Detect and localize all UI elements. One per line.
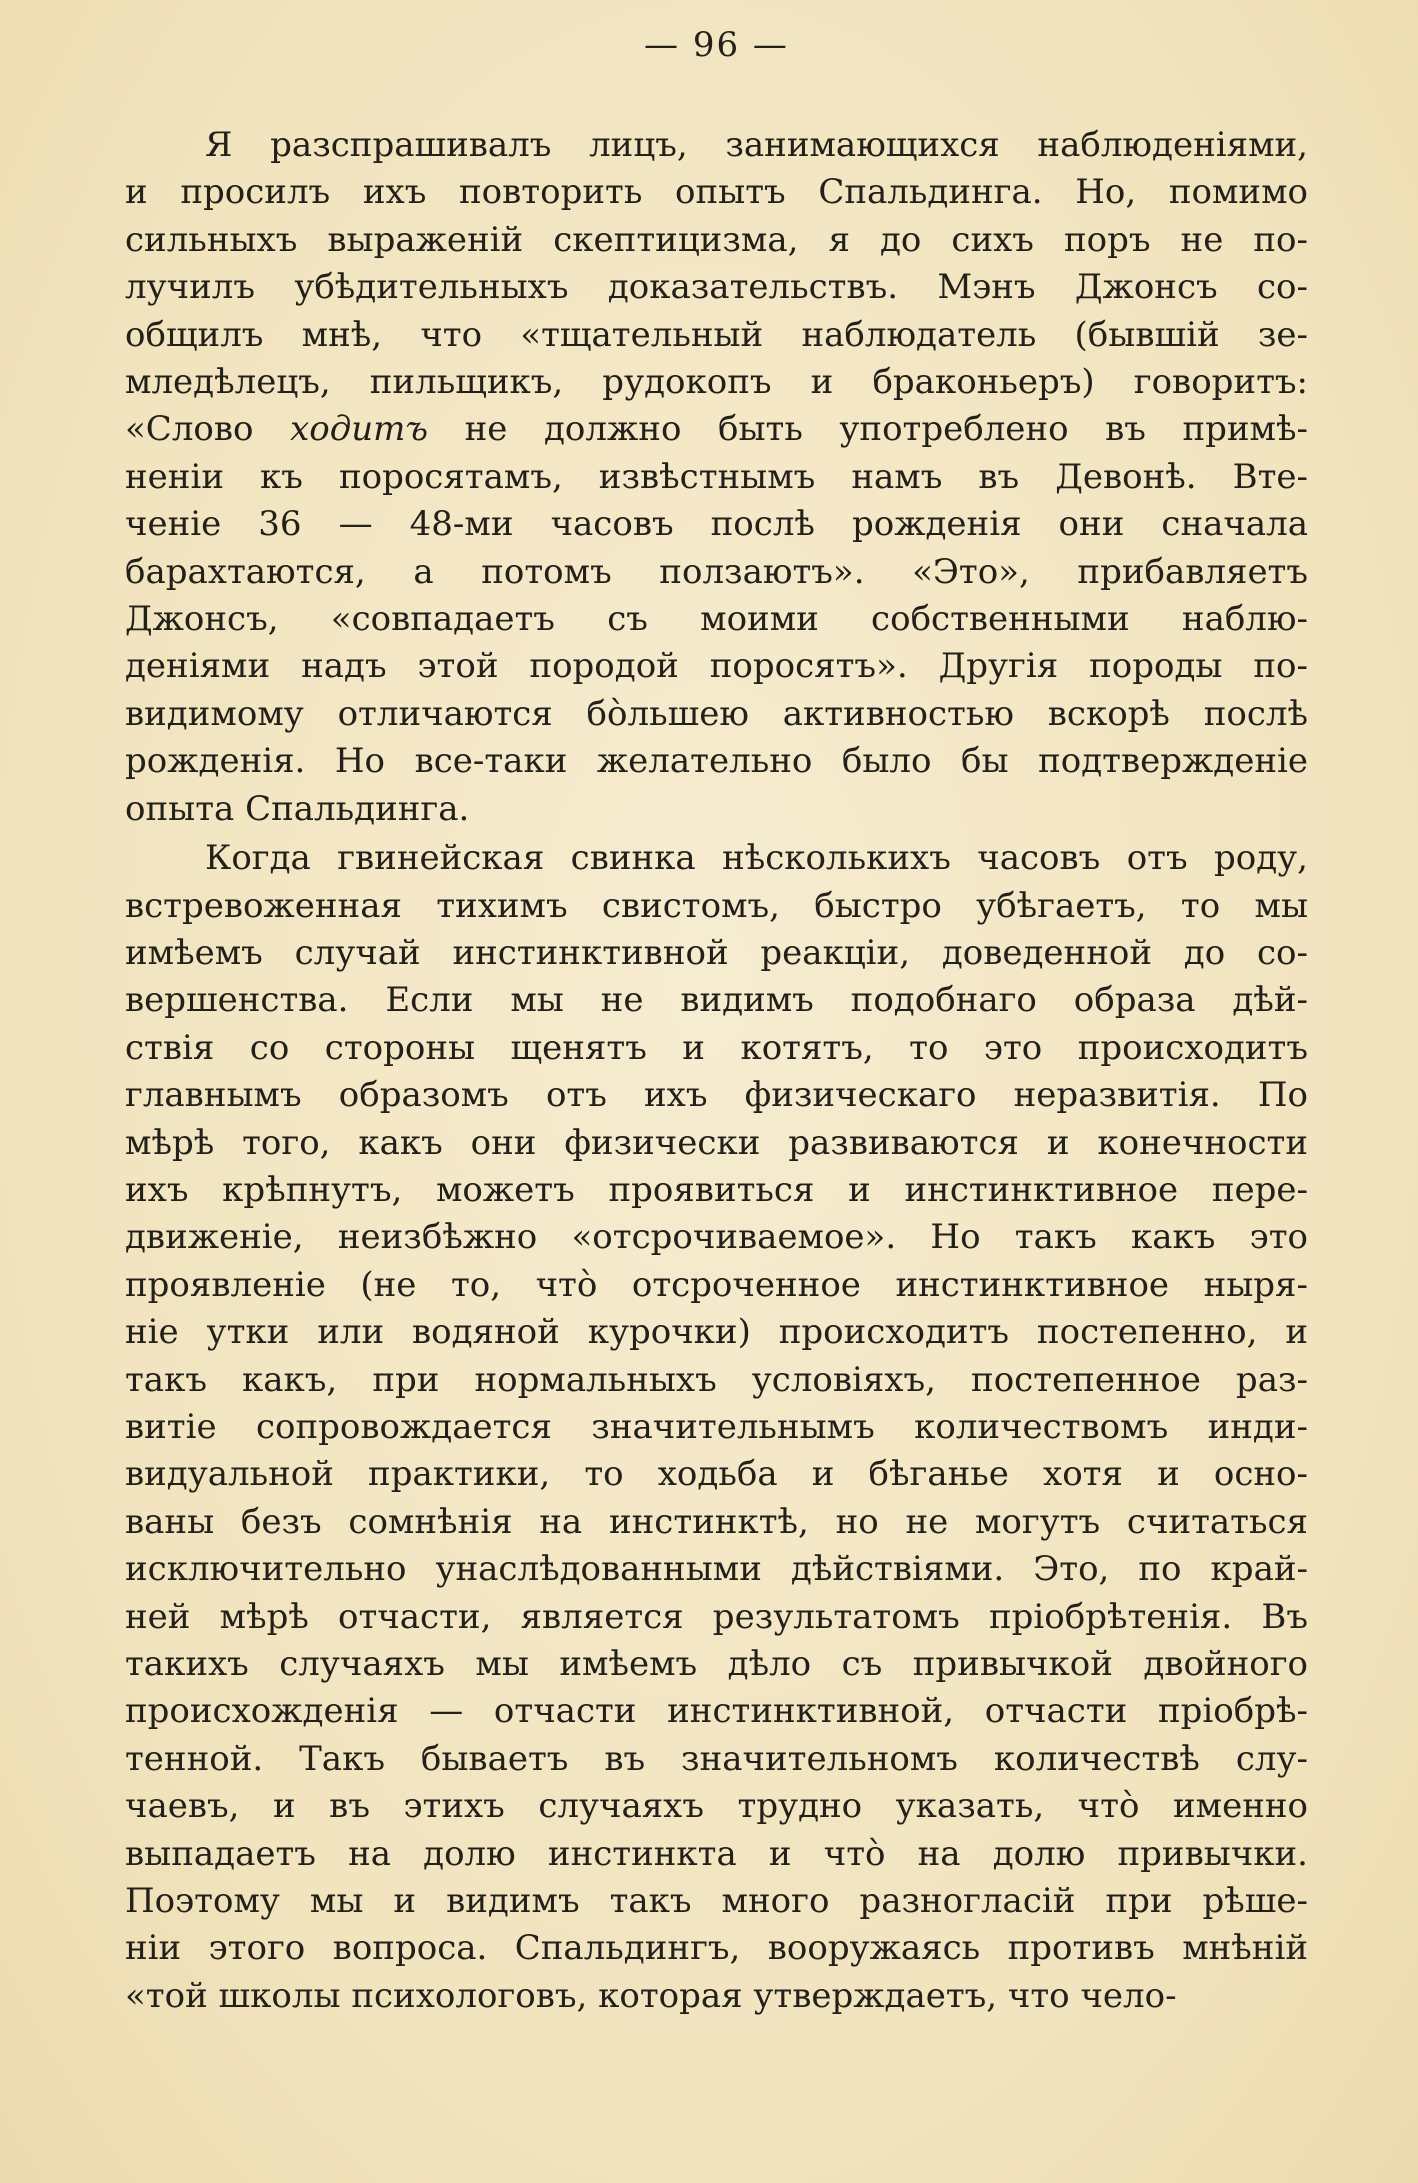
text-line: Я разспрашивалъ лицъ, занимающихся наблюденіями,	[205, 125, 1308, 165]
text-line: ніе утки или водяной курочки) происходитъ постепенно, и	[125, 1312, 1308, 1353]
text-line: ченіе 36 — 48-ми часовъ послѣ рожденія они сначала	[125, 504, 1308, 545]
text-line: выпадаетъ на долю инстинкта и что̀ на долю привычки.	[125, 1833, 1308, 1874]
text-line: витіе сопровождается значительнымъ количествомъ инди-	[125, 1406, 1308, 1447]
paragraph-1	[125, 122, 1308, 833]
text-line: деніями надъ этой породой поросятъ». Другія породы по-	[125, 646, 1308, 687]
text-line: исключительно унаслѣдованными дѣйствіями. Это, по край-	[125, 1549, 1308, 1590]
text-line: Джонсъ, «совпадаетъ съ моими собственными наблю-	[125, 599, 1308, 640]
text-line: «Слово ходитъ не должно быть употреблено въ примѣ-	[125, 409, 1308, 450]
text-line: видуальной практики, то ходьба и бѣганье хотя и осно-	[125, 1454, 1308, 1495]
text-line: Когда гвинейская свинка нѣсколькихъ часовъ отъ роду,	[205, 838, 1308, 879]
text-line: имѣемъ случай инстинктивной реакціи, доведенной до со-	[125, 932, 1308, 973]
text-line: чаевъ, и въ этихъ случаяхъ трудно указать, что̀ именно	[125, 1786, 1308, 1827]
text-line: ствія со стороны щенятъ и котятъ, то это происходитъ	[125, 1027, 1308, 1068]
paragraph-2	[125, 835, 1308, 2020]
text-line: ваны безъ сомнѣнія на инстинктѣ, но не могутъ считаться	[125, 1501, 1308, 1542]
text-line: такихъ случаяхъ мы имѣемъ дѣло съ привычкой двойного	[125, 1644, 1308, 1684]
text-line: проявленіе (не то, что̀ отсроченное инстинктивное ныря-	[125, 1264, 1308, 1305]
text-line: главнымъ образомъ отъ ихъ физическаго неразвитія. По	[125, 1075, 1308, 1116]
text-line: движеніе, неизбѣжно «отсрочиваемое». Но такъ какъ это	[125, 1217, 1308, 1258]
text-line: вершенства. Если мы не видимъ подобнаго образа дѣй-	[125, 980, 1308, 1021]
text-line: неніи къ поросятамъ, извѣстнымъ намъ въ Девонѣ. Вте-	[125, 456, 1308, 497]
text-line: опыта Спальдинга.	[125, 788, 470, 829]
text-line: рожденія. Но все-таки желательно было бы подтвержденіе	[125, 741, 1308, 782]
text-line: ней мѣрѣ отчасти, является результатомъ пріобрѣтенія. Въ	[125, 1596, 1308, 1637]
text-line: сильныхъ выраженій скептицизма, я до сихъ поръ не по-	[125, 219, 1308, 260]
text-line: происхожденія — отчасти инстинктивной, отчасти пріобрѣ-	[125, 1691, 1308, 1732]
text-line: ніи этого вопроса. Спальдингъ, вооружаясь противъ мнѣній	[125, 1928, 1308, 1969]
emphasized-word: ходитъ	[290, 409, 429, 450]
text-line: Поэтому мы и видимъ такъ много разногласій при рѣше-	[125, 1881, 1308, 1922]
text-line: ихъ крѣпнутъ, можетъ проявиться и инстинктивное пере-	[125, 1169, 1308, 1210]
text-line: встревоженная тихимъ свистомъ, быстро убѣгаетъ, то мы	[125, 885, 1308, 926]
text-line: мѣрѣ того, какъ они физически развиваются и конечности	[125, 1122, 1308, 1163]
text-line: и просилъ ихъ повторить опытъ Спальдинга. Но, помимо	[125, 172, 1308, 213]
text-line: тенной. Такъ бываетъ въ значительномъ количествѣ слу-	[125, 1738, 1308, 1779]
text-line: видимому отличаются бо̀льшею активностью вскорѣ послѣ	[125, 693, 1308, 734]
text-line: общилъ мнѣ, что «тщательный наблюдатель (бывшій зе-	[125, 314, 1308, 355]
text-line: «той школы психологовъ, которая утверждаетъ, что чело-	[125, 1975, 1177, 2016]
text-line: такъ какъ, при нормальныхъ условіяхъ, постепенное раз-	[125, 1359, 1308, 1400]
text-line: мледѣлецъ, пильщикъ, рудокопъ и браконьеръ) говоритъ:	[125, 362, 1308, 403]
page-number: — 96 —	[644, 25, 789, 65]
text-line: лучилъ убѣдительныхъ доказательствъ. Мэнъ Джонсъ со-	[125, 267, 1308, 308]
text-line: барахтаются, а потомъ ползаютъ». «Это», прибавляетъ	[125, 551, 1308, 592]
